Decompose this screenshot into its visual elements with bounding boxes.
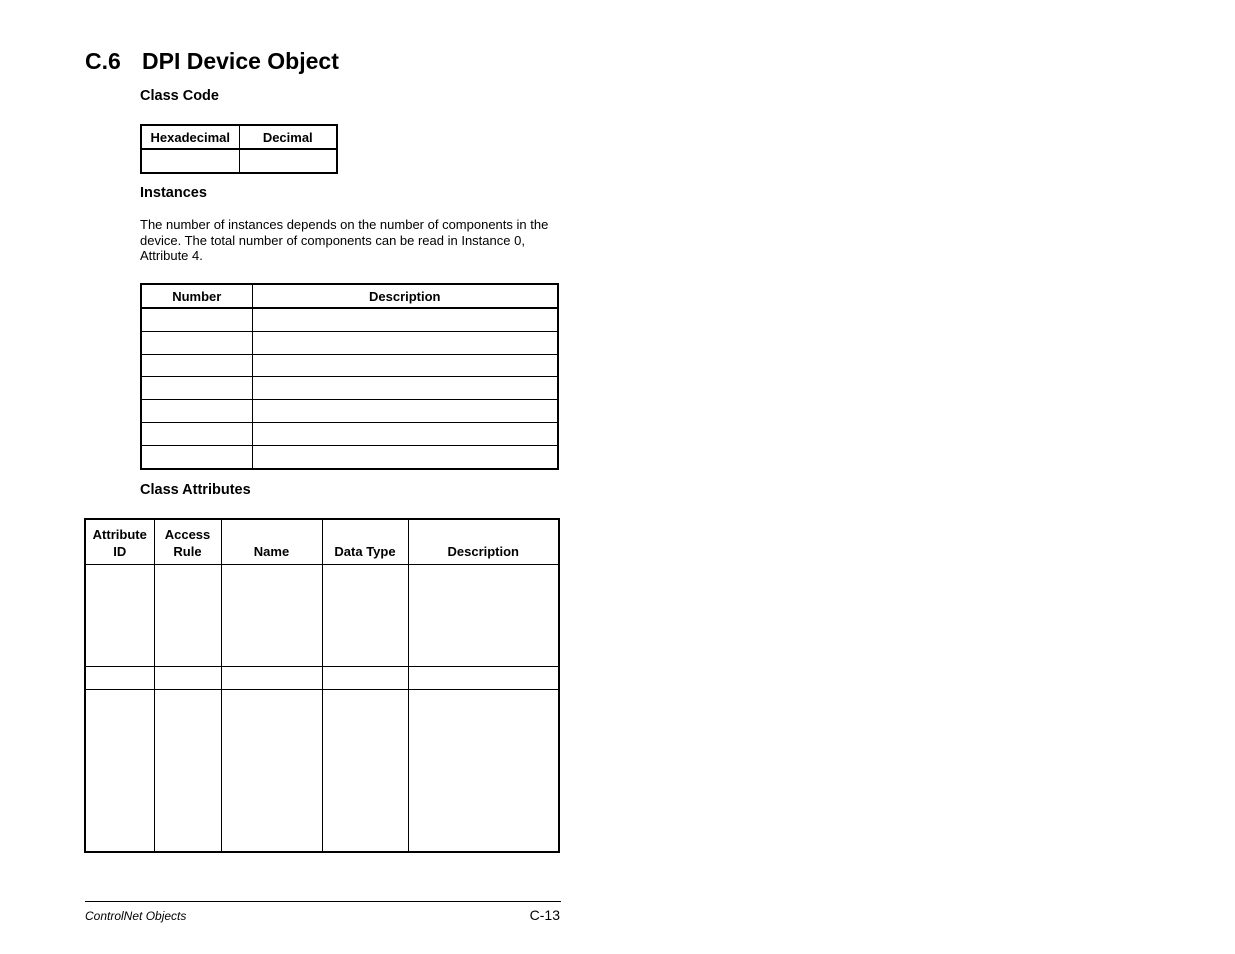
table-cell (322, 690, 408, 852)
table-cell (252, 331, 558, 354)
table-cell (154, 565, 221, 667)
footer-chapter-title: ControlNet Objects (85, 909, 187, 923)
table-cell (252, 354, 558, 377)
footer-divider (85, 901, 561, 902)
table-row (141, 445, 558, 468)
table-cell (252, 400, 558, 423)
class-attr-header-name (221, 519, 322, 565)
table-cell (85, 667, 154, 690)
table-row (141, 331, 558, 354)
table-cell (141, 445, 252, 468)
table-cell (141, 422, 252, 445)
table-cell (408, 565, 559, 667)
class-attr-header-access-rule (154, 519, 221, 565)
class-attr-header-attribute-id (85, 519, 154, 565)
class-code-header-hex: Hexadecimal (141, 125, 239, 149)
table-cell (154, 667, 221, 690)
class-attr-header-description (408, 519, 559, 565)
instances-header-number: Number (141, 284, 252, 308)
section-heading: DPI Device Object (142, 48, 339, 74)
table-cell (85, 690, 154, 852)
table-cell (154, 690, 221, 852)
table-row (141, 422, 558, 445)
table-row (85, 565, 559, 667)
table-cell (252, 377, 558, 400)
class-code-heading: Class Code (140, 88, 219, 104)
table-cell (141, 377, 252, 400)
header-line: Access (164, 527, 211, 542)
table-row (141, 400, 558, 423)
class-code-header-dec: Decimal (239, 125, 337, 149)
table-cell (221, 565, 322, 667)
class-attributes-table (84, 518, 560, 853)
table-cell (141, 400, 252, 423)
table-cell (252, 308, 558, 331)
table-cell (85, 565, 154, 667)
class-attributes-heading: Class Attributes (140, 482, 251, 498)
table-row (141, 377, 558, 400)
table-cell (322, 565, 408, 667)
header-line: ID (113, 544, 127, 559)
instances-heading: Instances (140, 185, 207, 201)
footer-page-number: C-13 (529, 907, 560, 923)
header-line: Data Type (334, 544, 396, 559)
section-number: C.6 (85, 48, 121, 74)
table-cell (239, 149, 337, 173)
class-attr-header-data-type (322, 519, 408, 565)
table-cell (252, 445, 558, 468)
header-line: Rule (173, 544, 202, 559)
header-line: Name (253, 544, 290, 559)
table-cell (141, 308, 252, 331)
table-row (141, 308, 558, 331)
instances-header-description: Description (252, 284, 558, 308)
table-cell (408, 690, 559, 852)
header-line: Description (447, 544, 519, 559)
table-cell (221, 690, 322, 852)
table-row (141, 149, 337, 173)
table-row (141, 354, 558, 377)
table-cell (141, 149, 239, 173)
header-line: Attribute (92, 527, 147, 542)
table-cell (141, 354, 252, 377)
table-cell (141, 331, 252, 354)
instances-paragraph: The number of instances depends on the number of components in the device. The total number of components can be read in Instance 0, Attribute 4. (140, 217, 549, 263)
class-code-table (140, 124, 338, 174)
table-cell (322, 667, 408, 690)
instances-table (140, 283, 559, 470)
table-cell (221, 667, 322, 690)
table-cell (252, 422, 558, 445)
section-title (85, 48, 339, 75)
table-row (85, 667, 559, 690)
table-row (85, 690, 559, 852)
table-cell (408, 667, 559, 690)
